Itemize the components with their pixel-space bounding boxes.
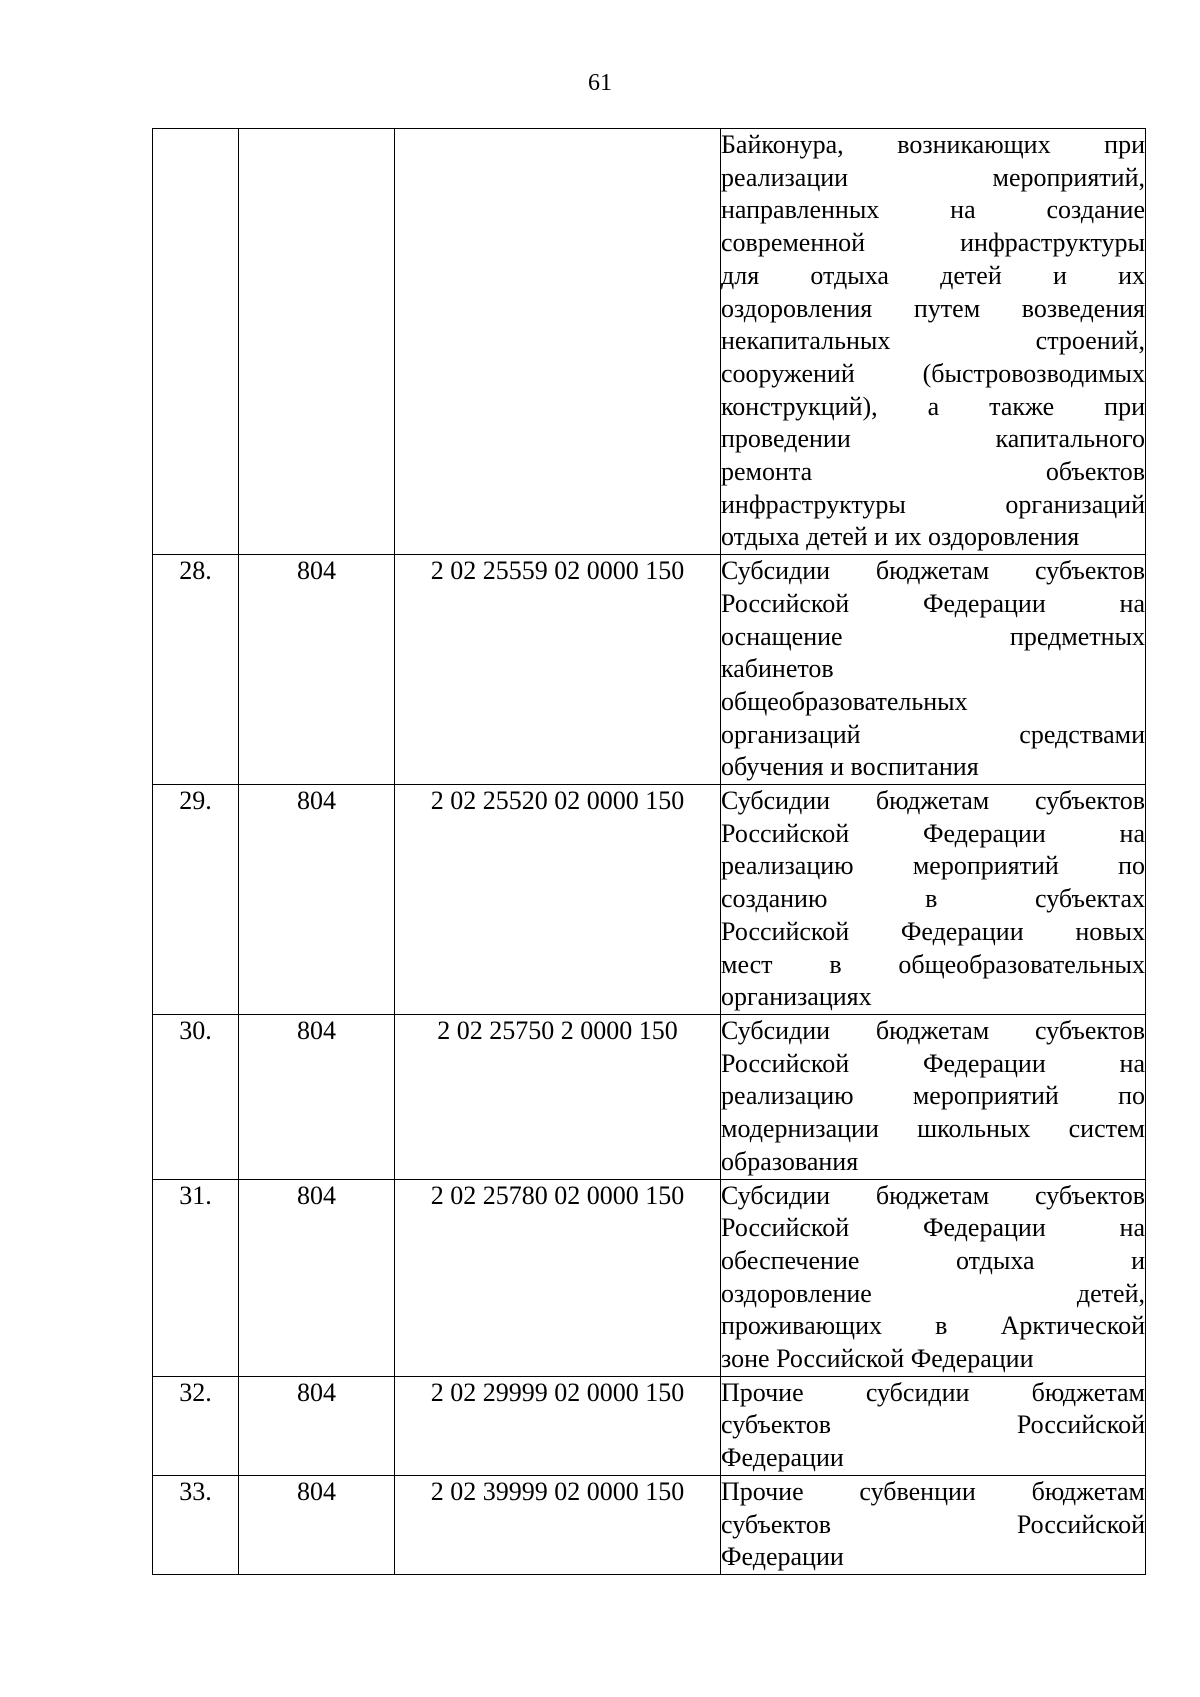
description-line: реализации мероприятий, bbox=[721, 162, 1145, 192]
description-line: обучения и воспитания bbox=[721, 752, 979, 782]
description-cell bbox=[721, 129, 1146, 555]
description-line: конструкций), а также при bbox=[721, 391, 1145, 421]
description-line: оздоровление детей, bbox=[721, 1278, 1145, 1308]
description-cell bbox=[721, 1014, 1146, 1179]
description-line: Прочие субвенции бюджетам bbox=[721, 1476, 1145, 1506]
description-cell bbox=[721, 1475, 1146, 1574]
description-line: организаций средствами bbox=[721, 719, 1145, 749]
description-line: Федерации bbox=[721, 1542, 844, 1572]
description-line: сооружений (быстровозводимых bbox=[721, 358, 1145, 388]
description-line: Российской Федерации на bbox=[721, 818, 1145, 848]
description-line: Байконура, возникающих при bbox=[721, 130, 1145, 159]
budget-classification-code-cell: 2 02 25520 02 0000 150 bbox=[395, 785, 721, 1015]
description-line: реализацию мероприятий по bbox=[721, 1081, 1145, 1111]
description-line: оздоровления путем возведения bbox=[721, 293, 1145, 323]
table-row bbox=[153, 1475, 1146, 1574]
table-body bbox=[153, 129, 1146, 1575]
page-number: 61 bbox=[588, 70, 612, 96]
admin-code-cell: 804 bbox=[239, 555, 395, 785]
admin-code-cell: 804 bbox=[239, 1179, 395, 1376]
description-line: Прочие субсидии бюджетам bbox=[721, 1377, 1145, 1407]
budget-classification-code-cell: 2 02 25750 2 0000 150 bbox=[395, 1014, 721, 1179]
row-number-cell: 33. bbox=[153, 1475, 239, 1574]
description-line: ремонта объектов bbox=[721, 457, 1145, 487]
description-line: Субсидии бюджетам субъектов bbox=[721, 786, 1145, 816]
description-line: образования bbox=[721, 1146, 859, 1176]
description-line: оснащение предметных bbox=[721, 621, 1145, 651]
description-line: Российской Федерации новых bbox=[721, 916, 1145, 946]
description-cell bbox=[721, 1376, 1146, 1475]
description-line: Субсидии бюджетам субъектов bbox=[721, 556, 1145, 586]
admin-code-cell: 804 bbox=[239, 1376, 395, 1475]
table-row bbox=[153, 785, 1146, 1015]
row-number-cell: 32. bbox=[153, 1376, 239, 1475]
description-line: реализацию мероприятий по bbox=[721, 851, 1145, 881]
description-line: Российской Федерации на bbox=[721, 1213, 1145, 1243]
table-row bbox=[153, 555, 1146, 785]
description-line: созданию в субъектах bbox=[721, 884, 1145, 914]
admin-code-cell: 804 bbox=[239, 1014, 395, 1179]
row-number-cell: 28. bbox=[153, 555, 239, 785]
description-line: организациях bbox=[721, 982, 872, 1012]
description-line: общеобразовательных bbox=[721, 686, 968, 716]
row-number-cell: 31. bbox=[153, 1179, 239, 1376]
table-row bbox=[153, 129, 1146, 555]
table-row bbox=[153, 1179, 1146, 1376]
budget-classification-code-cell: 2 02 39999 02 0000 150 bbox=[395, 1475, 721, 1574]
admin-code-cell bbox=[239, 129, 395, 555]
description-line: субъектов Российской bbox=[721, 1509, 1145, 1539]
description-line: зоне Российской Федерации bbox=[721, 1344, 1034, 1374]
description-cell bbox=[721, 555, 1146, 785]
description-line: направленных на создание bbox=[721, 195, 1145, 225]
row-number-cell bbox=[153, 129, 239, 555]
budget-classification-code-cell: 2 02 29999 02 0000 150 bbox=[395, 1376, 721, 1475]
description-line: отдыха детей и их оздоровления bbox=[721, 522, 1080, 552]
revenue-codes-table bbox=[152, 128, 1146, 1575]
row-number-cell: 29. bbox=[153, 785, 239, 1015]
description-line: Субсидии бюджетам субъектов bbox=[721, 1015, 1145, 1045]
description-line: некапитальных строений, bbox=[721, 326, 1145, 356]
row-number-cell: 30. bbox=[153, 1014, 239, 1179]
description-line: проживающих в Арктической bbox=[721, 1311, 1145, 1341]
budget-classification-code-cell bbox=[395, 129, 721, 555]
admin-code-cell: 804 bbox=[239, 1475, 395, 1574]
description-line: Субсидии бюджетам субъектов bbox=[721, 1180, 1145, 1210]
description-cell bbox=[721, 1179, 1146, 1376]
description-line: субъектов Российской bbox=[721, 1410, 1145, 1440]
description-line: Российской Федерации на bbox=[721, 1048, 1145, 1078]
description-line: проведении капитального bbox=[721, 424, 1145, 454]
description-line: кабинетов bbox=[721, 654, 834, 684]
description-line: обеспечение отдыха и bbox=[721, 1245, 1145, 1275]
description-line: инфраструктуры организаций bbox=[721, 489, 1145, 519]
description-line: модернизации школьных систем bbox=[721, 1114, 1145, 1144]
budget-classification-code-cell: 2 02 25559 02 0000 150 bbox=[395, 555, 721, 785]
description-line: Федерации bbox=[721, 1443, 844, 1473]
description-cell bbox=[721, 785, 1146, 1015]
description-line: для отдыха детей и их bbox=[721, 260, 1145, 290]
table-row bbox=[153, 1014, 1146, 1179]
budget-classification-code-cell: 2 02 25780 02 0000 150 bbox=[395, 1179, 721, 1376]
description-line: Российской Федерации на bbox=[721, 588, 1145, 618]
description-line: современной инфраструктуры bbox=[721, 228, 1145, 258]
description-line: мест в общеобразовательных bbox=[721, 949, 1145, 979]
admin-code-cell: 804 bbox=[239, 785, 395, 1015]
table-row bbox=[153, 1376, 1146, 1475]
